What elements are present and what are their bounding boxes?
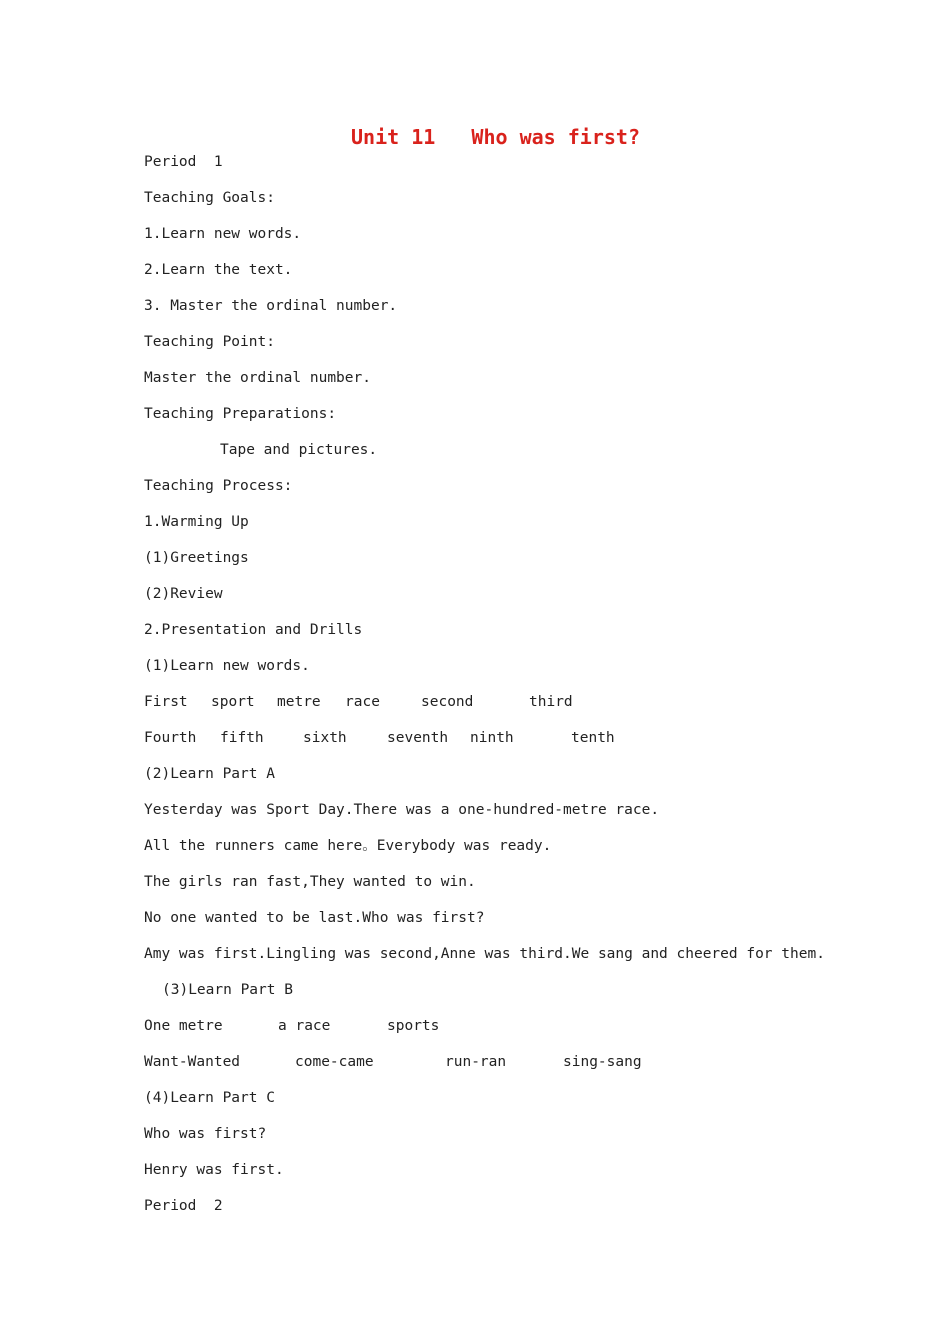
process-substep: (4)Learn Part C bbox=[144, 1090, 275, 1106]
process-substep: (2)Review bbox=[144, 586, 223, 602]
vocabulary-word: Fourth bbox=[144, 730, 197, 746]
process-substep: (2)Learn Part A bbox=[144, 766, 275, 782]
document-body bbox=[144, 151, 844, 1231]
vocabulary-word: fifth bbox=[220, 730, 264, 746]
preparations-text: Tape and pictures. bbox=[220, 442, 378, 458]
period-heading: Period 2 bbox=[144, 1198, 223, 1214]
vocabulary-word: First bbox=[144, 694, 188, 710]
section-heading-goals: Teaching Goals: bbox=[144, 190, 275, 206]
section-heading-preparations: Teaching Preparations: bbox=[144, 406, 337, 422]
process-step: 2.Presentation and Drills bbox=[144, 622, 363, 638]
vocabulary-row bbox=[144, 691, 844, 727]
text-sentence: The girls ran fast,They wanted to win. bbox=[144, 874, 476, 890]
part-b-item: run-ran bbox=[445, 1054, 507, 1070]
vocabulary-word: seventh bbox=[387, 730, 449, 746]
vocabulary-word: second bbox=[421, 694, 474, 710]
part-b-item: come-came bbox=[295, 1054, 374, 1070]
vocabulary-word: ninth bbox=[470, 730, 514, 746]
text-sentence: All the runners came here。Everybody was ready. bbox=[144, 838, 552, 854]
vocabulary-word: metre bbox=[277, 694, 321, 710]
vocabulary-word: third bbox=[529, 694, 573, 710]
process-step: 1.Warming Up bbox=[144, 514, 249, 530]
vocabulary-word: sixth bbox=[303, 730, 347, 746]
text-sentence: Yesterday was Sport Day.There was a one-hundred-metre race. bbox=[144, 802, 660, 818]
process-substep: (1)Learn new words. bbox=[144, 658, 310, 674]
section-heading-point: Teaching Point: bbox=[144, 334, 275, 350]
part-b-row bbox=[144, 1015, 844, 1051]
part-b-row bbox=[144, 1051, 844, 1087]
goal-item: 1.Learn new words. bbox=[144, 226, 302, 242]
process-substep: (1)Greetings bbox=[144, 550, 249, 566]
part-b-item: sing-sang bbox=[563, 1054, 642, 1070]
process-substep: (3)Learn Part B bbox=[162, 982, 293, 998]
goal-item: 2.Learn the text. bbox=[144, 262, 293, 278]
text-sentence: Amy was first.Lingling was second,Anne was third.We sang and cheered for them. bbox=[144, 946, 825, 962]
part-b-item: One metre bbox=[144, 1018, 223, 1034]
section-heading-process: Teaching Process: bbox=[144, 478, 293, 494]
text-sentence: Who was first? bbox=[144, 1126, 267, 1142]
vocabulary-row bbox=[144, 727, 844, 763]
period-heading: Period 1 bbox=[144, 154, 223, 170]
teaching-point: Master the ordinal number. bbox=[144, 370, 371, 386]
vocabulary-word: race bbox=[345, 694, 380, 710]
text-sentence: Henry was first. bbox=[144, 1162, 284, 1178]
text-sentence: No one wanted to be last.Who was first? bbox=[144, 910, 485, 926]
vocabulary-word: tenth bbox=[571, 730, 615, 746]
part-b-item: Want-Wanted bbox=[144, 1054, 241, 1070]
page-title: Unit 11 Who was first? bbox=[351, 125, 640, 149]
goal-item: 3. Master the ordinal number. bbox=[144, 298, 398, 314]
part-b-item: sports bbox=[387, 1018, 440, 1034]
vocabulary-word: sport bbox=[211, 694, 255, 710]
part-b-item: a race bbox=[278, 1018, 331, 1034]
